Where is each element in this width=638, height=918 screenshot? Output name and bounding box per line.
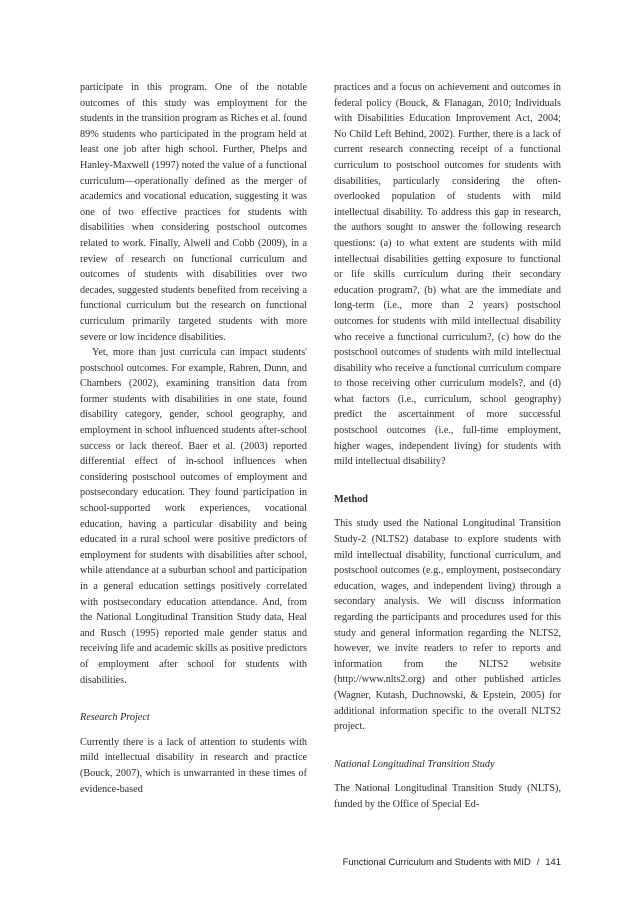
heading-research-project: Research Project — [80, 712, 150, 724]
right-paragraph-2: This study used the National Longitudinal Transition Study-2 (NLTS2) database to explore students with mild intellectual disability, functional curriculum, and postschool outcomes (e.g., employment, postsecondary education, wages, and independent living) through a secondary analysis. We will discuss information regarding the participants and procedures used for this study and general information regarding the NLTS2, however, we invite readers to refer to reports and information from the NLTS2 website (http://www.nlts2.org) and other published articles (Wagner, Kutash, Duchnowski, & Epstein, 2005) for additional information specific to the overall NLTS2 project. — [334, 518, 561, 733]
right-column — [334, 80, 561, 813]
footer-separator: / — [536, 856, 540, 867]
heading-method: Method — [334, 493, 368, 505]
page-footer — [334, 856, 561, 867]
heading-nlts: National Longitudinal Transition Study — [334, 758, 495, 770]
left-paragraph-2: Yet, more than just curricula can impact students' postschool outcomes. For example, Rabren, Dunn, and Chambers (2002), examining transition data from former students with disabilities in one state, found disability category, gender, school geography, and employment in school influenced students after-school success or lack thereof. Baer et al. (2003) reported differential effect of in-school influences when considering postschool outcomes of employment and postsecondary education. They found participation in school-supported work experiences, vocational education, having a particular disability and being educated in a rural school were positive predictors of employment for students with disabilities after school, while attendance at a suburban school and participation in a general education settings positively correlated with postsecondary education attendance. And, from the National Longitudinal Transition Study data, Heal and Rusch (1995) reported male gender status and receiving life and academic skills as positive predictors of employment after school for students with disabilities. — [80, 347, 307, 686]
left-paragraph-3: Currently there is a lack of attention to students with mild intellectual disability in research and practice (Bouck, 2007), which is unwarranted in these times of evidence-based — [80, 736, 307, 795]
left-paragraph-1: participate in this program. One of the notable outcomes of this study was employment for the students in the transition program as Riches et al. found 89% students who participated in the program held at least one job after high school. Further, Phelps and Hanley-Maxwell (1997) noted the value of a functional curriculum—operationally defined as the merger of academics and vocational education, suggesting it was one of two effective practices for students with disabilities when considering postschool outcomes related to work. Finally, Alwell and Cobb (2009), in a review of research on functional curriculum and outcomes of students with disabilities over two decades, suggested students benefited from receiving a functional curriculum but the research on functional curriculum primarily targeted students with more severe or low incidence disabilities. — [80, 82, 307, 343]
right-paragraph-1: practices and a focus on achievement and outcomes in federal policy (Bouck, & Flanagan, 2010; Individuals with Disabilities Education Improvement Act, 2004; No Child Left Behind, 2002). Further, there is a lack of current research connecting receipt of a functional curriculum to postschool outcomes for students with disabilities, particularly considering the often-overlooked population of students with mild intellectual disability. To address this gap in research, the authors sought to answer the following research questions: (a) to what extent are students with mild intellectual disabilities getting exposure to functional or life skills curriculum during their secondary education program?, (b) what are the immediate and long-term (i.e., more than 2 years) postschool outcomes for students with mild intellectual disability who receive a functional curriculum?, (c) how do the postschool outcomes of students with mild intellectual disability who receive a functional curriculum compare to those receiving other curriculum models?, and (d) what factors (i.e., curriculum, school geography) predict the ascertainment of more successful postschool outcomes (i.e., full-time employment, higher wages, independent living) for students with mild intellectual disability? — [334, 82, 561, 468]
page-number: 141 — [545, 856, 561, 867]
running-title: Functional Curriculum and Students with MID — [342, 856, 531, 867]
right-paragraph-3: The National Longitudinal Transition Study (NLTS), funded by the Office of Special Ed- — [334, 783, 561, 810]
left-column — [80, 80, 307, 797]
